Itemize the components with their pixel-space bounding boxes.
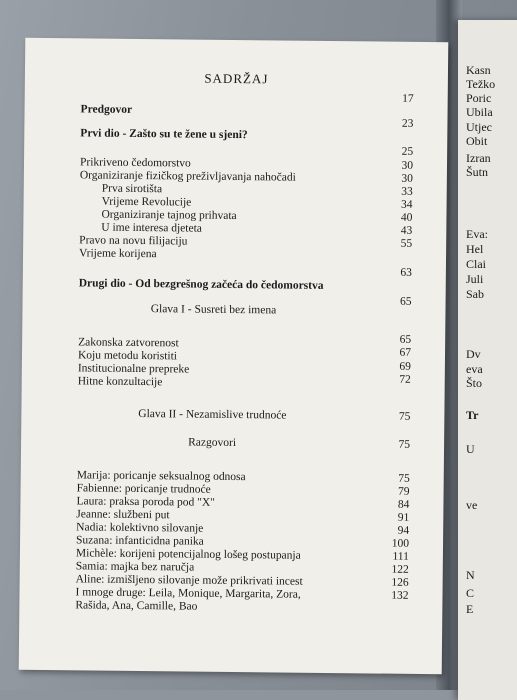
toc-entry-title: Razgovori	[188, 436, 237, 450]
toc-entry-title: Rašida, Ana, Camille, Bao	[75, 599, 198, 613]
table-of-contents	[19, 38, 449, 674]
page-number: 122	[391, 563, 409, 576]
toc-entry-title: Marija: poricanje seksualnog odnosa	[76, 469, 246, 484]
right-fragment: Clai	[466, 257, 486, 271]
page-number: 25	[401, 145, 414, 158]
toc-entry-title: Prvi dio - Zašto su te žene u sjeni?	[80, 127, 248, 142]
page-number: 55	[400, 237, 413, 250]
right-fragment: Obit	[466, 134, 488, 148]
toc-entry-title: Michèle: korijeni potencijalnog lošeg postupanja	[75, 547, 301, 562]
page-number: 34	[401, 198, 413, 211]
page-number: 72	[399, 373, 411, 386]
toc-entry-title: Aline: izmišljeno silovanje može prikrivati incest	[75, 573, 303, 588]
right-fragment: Težko	[466, 77, 496, 91]
right-fragment: eva	[466, 362, 483, 376]
toc-entry	[77, 406, 410, 423]
toc-entry-title: Prikriveno čedomorstvo	[79, 156, 191, 170]
right-fragment: Juli	[466, 272, 484, 286]
right-fragment: ve	[466, 498, 478, 512]
toc-entry	[79, 276, 412, 293]
right-fragment: Utjec	[466, 120, 492, 134]
right-fragment: N	[466, 568, 475, 582]
page-number: 84	[397, 498, 410, 511]
toc-entry	[75, 598, 408, 615]
toc-entry-title: Hitne konzultacije	[77, 375, 163, 389]
toc-entry-title: Zakonska zatvorenost	[78, 336, 179, 350]
toc-entry-title: Prva sirotišta	[101, 182, 163, 196]
right-page	[458, 20, 517, 700]
right-fragment: Šutn	[466, 165, 489, 179]
page-number: 75	[398, 438, 411, 451]
toc-entry	[77, 434, 410, 451]
page-number: 91	[397, 511, 410, 524]
page-number: 132	[391, 589, 409, 602]
toc-entry-title: Organiziranje tajnog prihvata	[101, 208, 237, 223]
toc-entry-title: Laura: praksa poroda pod "X"	[76, 495, 215, 509]
page-number: 69	[399, 360, 411, 373]
page-number: 100	[391, 537, 410, 550]
page-number: 63	[400, 266, 412, 279]
toc-entry-title: Glava I - Susreti bez imena	[150, 303, 277, 317]
toc-entry-title: Nadia: kolektivno silovanje	[76, 521, 204, 535]
toc-entry	[79, 246, 412, 263]
right-fragment: Eva:	[466, 227, 488, 241]
right-fragment: Hel	[466, 242, 484, 256]
page-number: 17	[402, 92, 414, 105]
page-number: 79	[398, 485, 410, 498]
right-fragment: Što	[466, 376, 483, 390]
toc-entry-title: Pravo na novu filijaciju	[79, 234, 188, 248]
toc-entry-title: Fabienne: poricanje trudnoće	[76, 482, 211, 496]
toc-entry	[78, 301, 411, 318]
right-fragment: Kasn	[466, 63, 491, 77]
left-page	[19, 38, 449, 674]
toc-entry-title: Predgovor	[80, 103, 133, 116]
toc-entry-title: Vrijeme Revolucije	[101, 195, 192, 209]
right-fragment: Ubila	[466, 105, 493, 119]
right-fragment: Tr	[466, 408, 479, 422]
right-fragment: Sab	[466, 287, 484, 301]
page-number: 111	[392, 550, 409, 563]
right-fragment: Izran	[466, 151, 491, 165]
page-number: 126	[391, 576, 409, 589]
page-number: 33	[401, 185, 413, 198]
page-number: 30	[401, 159, 414, 172]
page-number: 43	[400, 224, 413, 237]
page-number: 40	[400, 211, 413, 224]
toc-entry	[78, 374, 411, 391]
toc-entry-title: U ime interesa djeteta	[101, 221, 202, 235]
page-number: 94	[397, 524, 410, 537]
right-fragment: Poric	[466, 91, 492, 105]
toc-entry-title: Jeanne: službeni put	[76, 508, 170, 522]
page-number: 75	[398, 472, 410, 485]
toc-entry-title: Samia: majka bez naručja	[75, 560, 195, 574]
toc-entry-title: Suzana: infanticidna panika	[75, 534, 204, 548]
toc-entry-title: Glava II - Nezamislive trudnoće	[138, 408, 287, 422]
page-number: 75	[398, 410, 411, 423]
toc-entry-title: I mnoge druge: Leila, Monique, Margarita, Zora,	[75, 586, 301, 601]
page-number: 67	[399, 346, 412, 359]
toc-entry-title: Koju metodu koristiti	[77, 349, 178, 363]
toc-entry-title: Vrijeme korijena	[79, 247, 157, 261]
right-fragment: E	[466, 602, 474, 616]
toc-entry-title: Institucionalne prepreke	[77, 362, 190, 376]
right-fragment: Dv	[466, 347, 481, 361]
right-fragment: C	[466, 586, 475, 600]
page-title: SADRŽAJ	[204, 70, 269, 87]
page-number: 30	[401, 172, 413, 185]
toc-entry-title: Drugi dio - Od bezgrešnog začeća do čedomorstva	[78, 277, 324, 292]
right-fragment: U	[466, 442, 475, 456]
page-number: 65	[399, 333, 412, 346]
toc-entry-title: Organiziranje fizičkog preživljavanja nahočadi	[79, 169, 296, 184]
page-number: 65	[400, 295, 412, 308]
page-number: 23	[401, 117, 414, 130]
toc-entry	[80, 126, 413, 143]
